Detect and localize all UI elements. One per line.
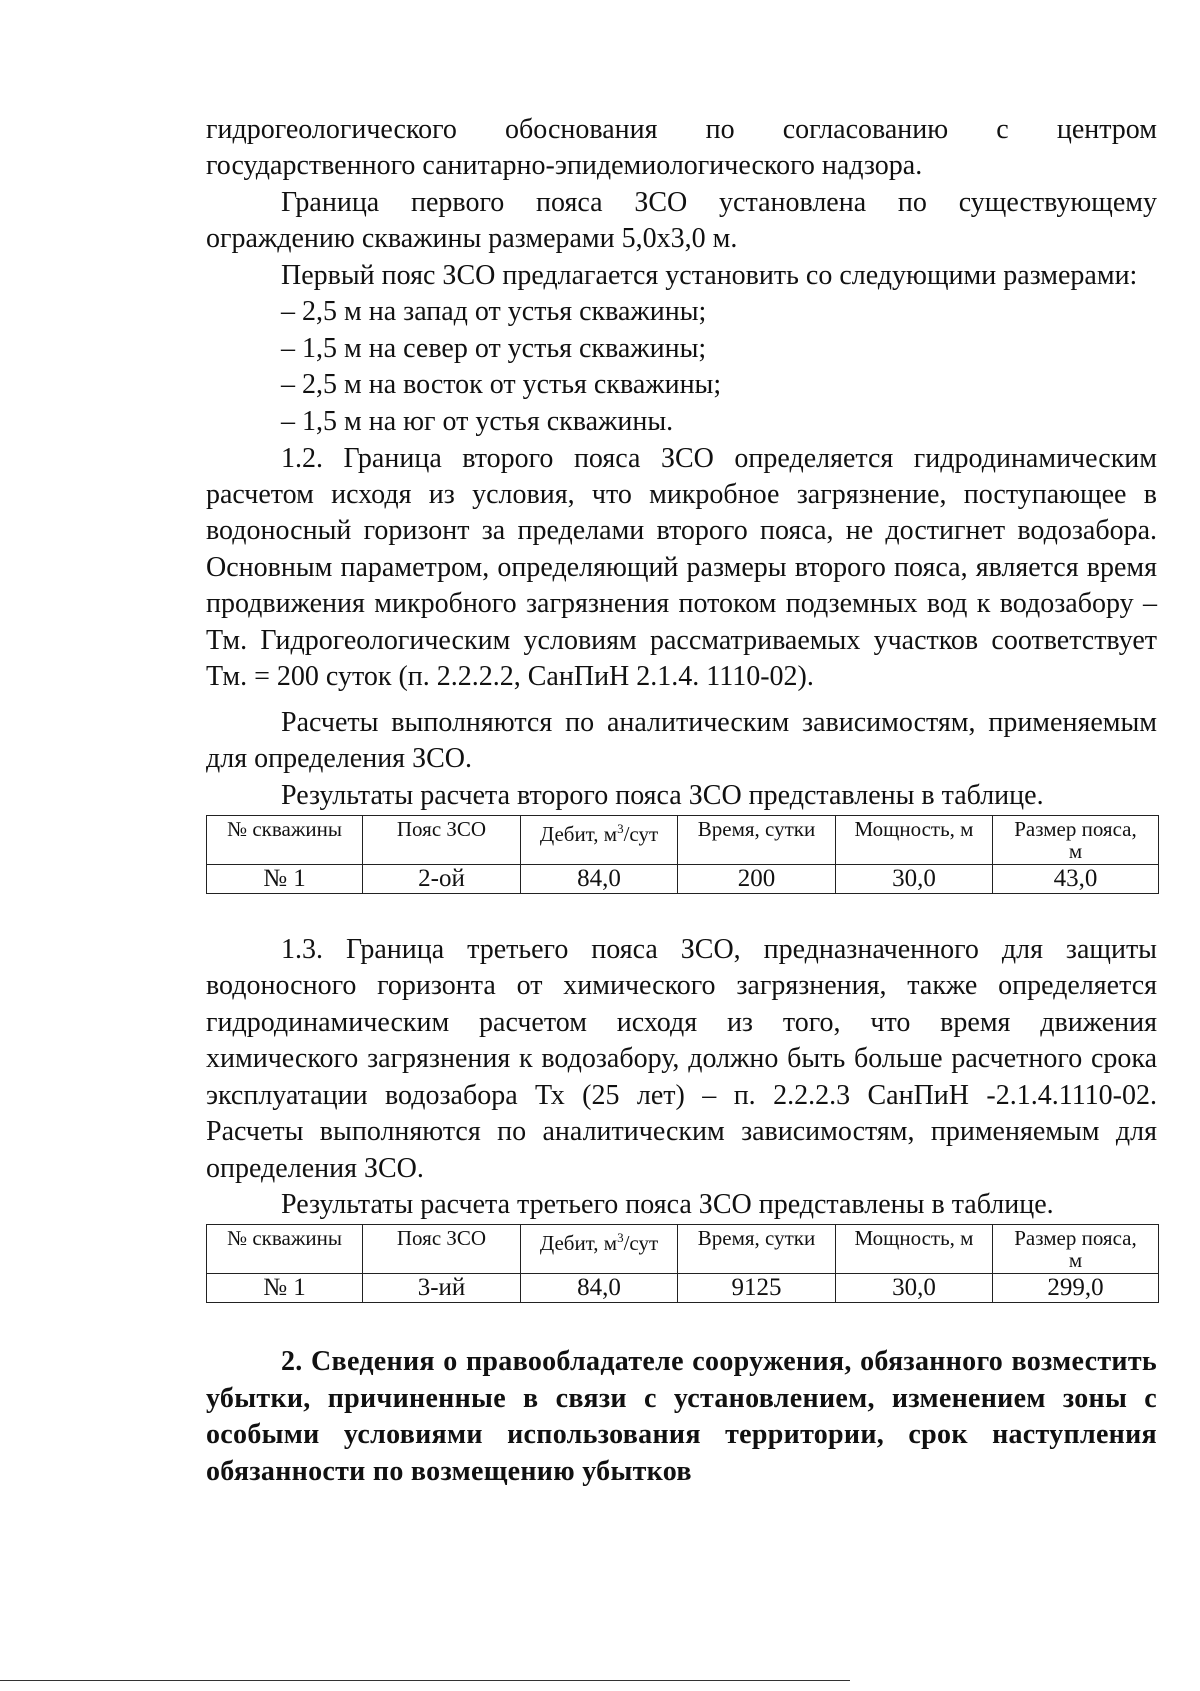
header-cell: № скважины [207, 816, 363, 865]
cell-size: 43,0 [993, 865, 1159, 894]
cell-time: 9125 [678, 1274, 836, 1303]
table-header-row [207, 816, 1159, 865]
paragraph-line: 1.3. Граница третьего пояса ЗСО, предназначенного для защиты [281, 934, 1157, 965]
paragraph-line: Граница первого пояса ЗСО установлена по существующему [281, 187, 1157, 218]
header-cell: Размер пояса, м [993, 1225, 1159, 1274]
cell-debit: 84,0 [521, 1274, 678, 1303]
paragraph-line: Тм. Гидрогеологическим условиям рассматриваемых участков соответствует [206, 625, 1157, 656]
paragraph-line: эксплуатации водозабора Тх (25 лет) – п. 2.2.2.3 СанПиН -2.1.4.1110-02. [206, 1080, 1157, 1111]
header-cell: Пояс ЗСО [363, 816, 521, 865]
cell-thickness: 30,0 [836, 865, 993, 894]
paragraph-line: Первый пояс ЗСО предлагается установить со следующими размерами: [281, 260, 1138, 291]
paragraph-line: Тм. = 200 суток (п. 2.2.2.2, СанПиН 2.1.4. 1110-02). [206, 661, 814, 692]
cell-well: № 1 [207, 865, 363, 894]
paragraph-line: для определения ЗСО. [206, 743, 472, 774]
paragraph-line: государственного санитарно-эпидемиологического надзора. [206, 150, 923, 181]
cell-zone: 3-ий [363, 1274, 521, 1303]
paragraph-line: расчетом исходя из условия, что микробное загрязнение, поступающее в [206, 479, 1157, 510]
cell-thickness: 30,0 [836, 1274, 993, 1303]
paragraph-line: химического загрязнения к водозабору, должно быть больше расчетного срока [206, 1043, 1157, 1074]
paragraph-line: продвижения микробного загрязнения потоком подземных вод к водозабору – [206, 588, 1157, 619]
list-item: – 2,5 м на восток от устья скважины; [281, 369, 722, 400]
paragraph-line: 1.2. Граница второго пояса ЗСО определяется гидродинамическим [281, 443, 1157, 474]
table-row [207, 865, 1159, 894]
section-heading-line: особыми условиями использования территории, срок наступления [206, 1419, 1157, 1450]
cell-time: 200 [678, 865, 836, 894]
paragraph-line: определения ЗСО. [206, 1153, 424, 1184]
header-cell: Дебит, $м^3$/сут [521, 816, 678, 865]
header-cell: Время, сутки [678, 816, 836, 865]
header-cell: Мощность, м [836, 816, 993, 865]
section-heading-line: убытки, причиненные в связи с установлением, изменением зоны с [206, 1383, 1157, 1414]
header-cell: № скважины [207, 1225, 363, 1274]
list-item: – 1,5 м на север от устья скважины; [281, 333, 707, 364]
results-table-second-zone [206, 815, 1159, 894]
paragraph-line: ограждению скважины размерами 5,0х3,0 м. [206, 223, 738, 254]
list-item: – 2,5 м на запад от устья скважины; [281, 296, 707, 327]
paragraph-line: водоносного горизонта от химического загрязнения, также определяется [206, 970, 1157, 1001]
paragraph-line: Основным параметром, определяющий размеры второго пояса, является время [206, 552, 1157, 583]
header-cell: Размер пояса, м [993, 816, 1159, 865]
paragraph-line: водоносный горизонт за пределами второго пояса, не достигнет водозабора. [206, 515, 1157, 546]
paragraph-line: гидродинамическим расчетом исходя из того, что время движения [206, 1007, 1157, 1038]
header-cell: Дебит, $м^3$/сут [521, 1225, 678, 1274]
section-heading-line: 2. Сведения о правообладателе сооружения, обязанного возместить [281, 1346, 1157, 1377]
table-header-row [207, 1225, 1159, 1274]
table-row [207, 1274, 1159, 1303]
page-bottom-rule [0, 1680, 850, 1681]
list-item: – 1,5 м на юг от устья скважины. [281, 406, 674, 437]
paragraph-line: Расчеты выполняются по аналитическим зависимостям, применяемым [281, 707, 1157, 738]
paragraph-line: гидрогеологического обоснования по согласованию с центром [206, 114, 1157, 145]
header-cell: Пояс ЗСО [363, 1225, 521, 1274]
cell-size: 299,0 [993, 1274, 1159, 1303]
cell-debit: 84,0 [521, 865, 678, 894]
section-heading-line: обязанности по возмещению убытков [206, 1456, 692, 1487]
results-table-third-zone [206, 1224, 1159, 1303]
header-cell: Мощность, м [836, 1225, 993, 1274]
header-cell: Время, сутки [678, 1225, 836, 1274]
cell-well: № 1 [207, 1274, 363, 1303]
cell-zone: 2-ой [363, 865, 521, 894]
table-caption: Результаты расчета третьего пояса ЗСО представлены в таблице. [281, 1189, 1054, 1220]
paragraph-line: Расчеты выполняются по аналитическим зависимостям, применяемым для [206, 1116, 1157, 1147]
table-caption: Результаты расчета второго пояса ЗСО представлены в таблице. [281, 780, 1044, 811]
